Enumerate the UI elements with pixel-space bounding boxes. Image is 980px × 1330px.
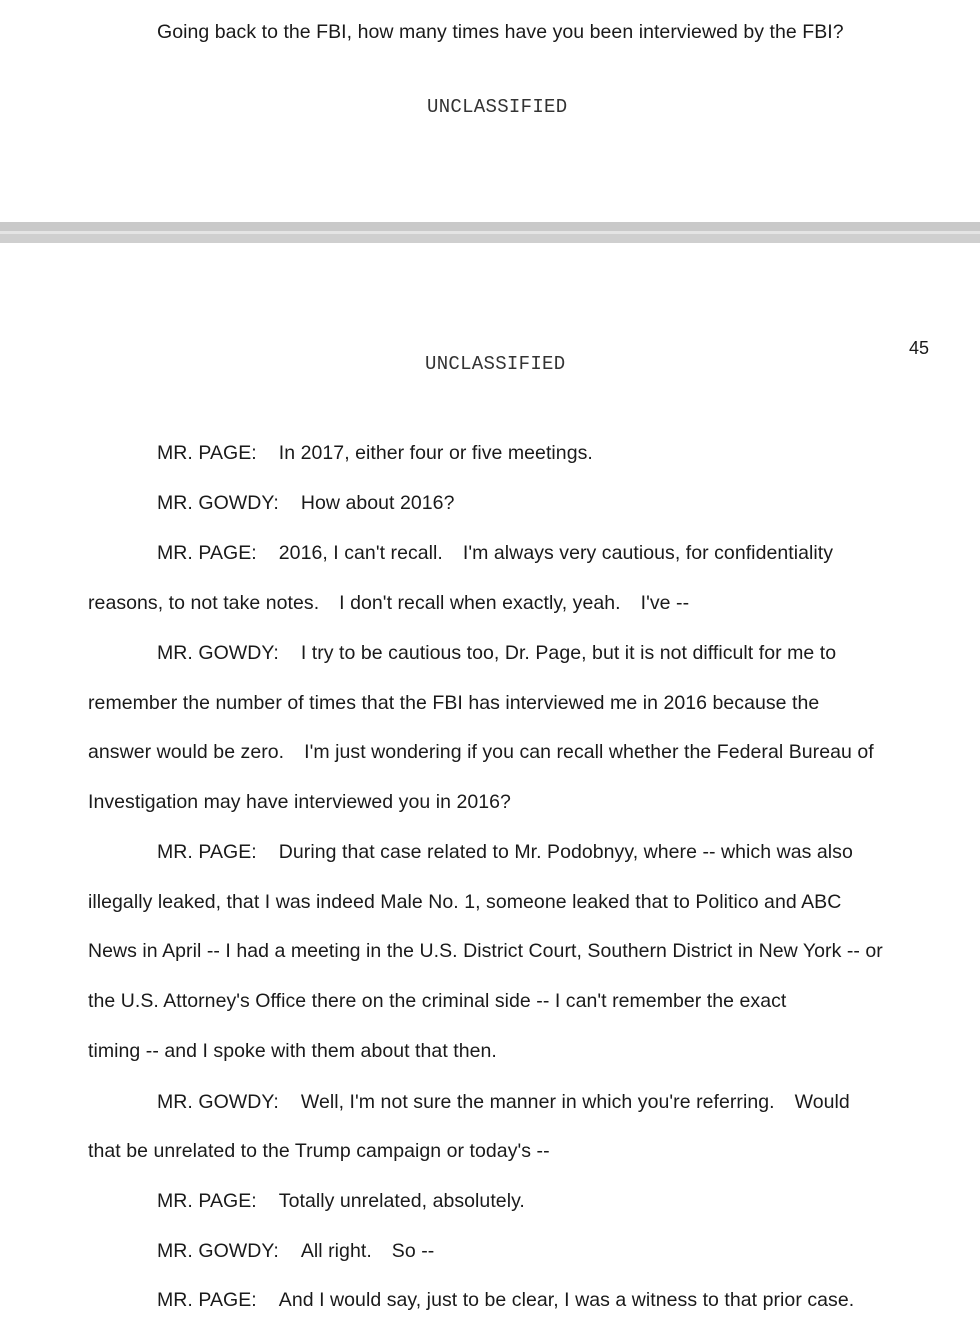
- speech-text: During that case related to Mr. Podobnyy, where -- which was also: [278, 841, 853, 863]
- speaker-label: MR. PAGE:: [157, 1190, 257, 1212]
- transcript-line: [157, 840, 853, 864]
- speech-text: reasons, to not take notes.: [88, 592, 320, 614]
- speech-text: I'm just wondering if you can recall whether the Federal Bureau of: [304, 741, 874, 763]
- speaker-label: MR. PAGE:: [157, 1289, 257, 1311]
- speech-text: How about 2016?: [300, 492, 455, 514]
- unclassified-header-marking: UNCLASSIFIED: [425, 353, 566, 375]
- transcript-line: [157, 441, 593, 465]
- speech-text: answer would be zero.: [88, 741, 285, 763]
- speaker-label: MR. GOWDY:: [157, 1091, 279, 1113]
- speech-text: All right.: [300, 1240, 372, 1262]
- speech-text: remember the number of times that the FBI has interviewed me in 2016 because the: [88, 692, 820, 714]
- speech-text: I don't recall when exactly, yeah.: [339, 592, 621, 614]
- speech-text: I try to be cautious too, Dr. Page, but it is not difficult for me to: [300, 642, 837, 664]
- transcript-line: [88, 1039, 497, 1063]
- transcript-page-45: [0, 243, 980, 1330]
- speech-text: timing -- and I spoke with them about that then.: [88, 1040, 497, 1062]
- speech-text: I've --: [640, 592, 690, 614]
- speech-text: In 2017, either four or five meetings.: [278, 442, 593, 464]
- transcript-line: [88, 989, 786, 1013]
- transcript-line: [157, 641, 836, 665]
- speech-text: Well, I'm not sure the manner in which you're referring.: [300, 1091, 775, 1113]
- speaker-label: MR. GOWDY:: [157, 642, 279, 664]
- speech-text: So --: [391, 1240, 435, 1262]
- speech-text: Totally unrelated, absolutely.: [278, 1190, 525, 1212]
- transcript-line: [157, 491, 454, 515]
- speaker-label: MR. PAGE:: [157, 841, 257, 863]
- speech-text: Investigation may have interviewed you in 2016?: [88, 791, 511, 813]
- unclassified-footer-marking: UNCLASSIFIED: [427, 96, 568, 118]
- speaker-label: MR. PAGE:: [157, 542, 257, 564]
- speaker-label: MR. GOWDY:: [157, 492, 279, 514]
- transcript-line: [88, 939, 883, 963]
- speech-text: Would: [794, 1091, 850, 1113]
- transcript-line: [88, 691, 819, 715]
- previous-page-fragment: [0, 0, 980, 222]
- transcript-line: [157, 1288, 854, 1312]
- speech-text: News in April -- I had a meeting in the U.S. District Court, Southern District in New York -- or: [88, 940, 883, 962]
- transcript-line: [88, 1139, 550, 1163]
- speech-text: that be unrelated to the Trump campaign or today's --: [88, 1140, 550, 1162]
- speaker-label: MR. PAGE:: [157, 442, 257, 464]
- speech-text: 2016, I can't recall.: [278, 542, 443, 564]
- speech-text: I'm always very cautious, for confidentiality: [462, 542, 834, 564]
- transcript-line: [88, 591, 689, 615]
- speech-text: illegally leaked, that I was indeed Male No. 1, someone leaked that to Politico and ABC: [88, 891, 842, 913]
- transcript-line: [157, 541, 833, 565]
- transcript-line: [88, 890, 841, 914]
- page-separator: [0, 222, 980, 243]
- speech-text: And I would say, just to be clear, I was a witness to that prior case.: [278, 1289, 855, 1311]
- transcript-line: [88, 740, 874, 764]
- transcript-line: [88, 790, 511, 814]
- transcript-line: [157, 1189, 525, 1213]
- page-number: 45: [909, 338, 930, 358]
- question-line: Going back to the FBI, how many times have you been interviewed by the FBI?: [157, 21, 844, 43]
- transcript-line: [157, 1239, 434, 1263]
- transcript-line: [157, 1090, 850, 1114]
- speaker-label: MR. GOWDY:: [157, 1240, 279, 1262]
- speech-text: the U.S. Attorney's Office there on the criminal side -- I can't remember the exact: [88, 990, 787, 1012]
